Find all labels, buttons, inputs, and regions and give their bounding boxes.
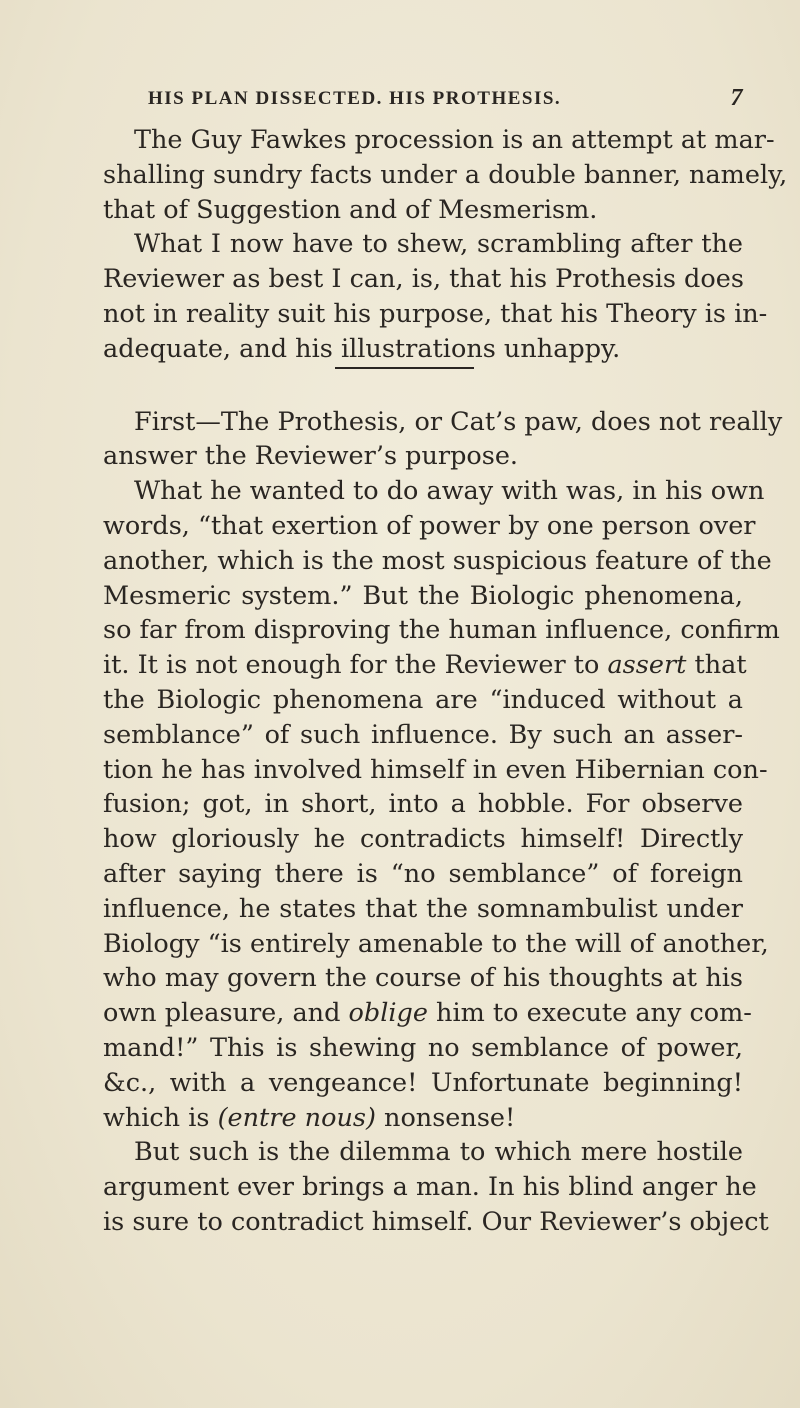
text-line: who may govern the course of his thoughts at his (103, 963, 743, 994)
paragraph (103, 123, 788, 227)
text-line: words, “that exertion of power by one person over (103, 510, 756, 541)
text-line: so far from disproving the human influence, confirm (103, 615, 780, 646)
section-divider (103, 367, 743, 405)
text-line: is sure to contradict himself. Our Reviewer’s object (103, 1206, 769, 1237)
text-line: Mesmeric system.” But the Biologic phenomena, (103, 580, 743, 611)
text-block-before-rule (103, 123, 788, 367)
text-line: how gloriously he contradicts himself! Directly (103, 824, 743, 855)
running-title: HIS PLAN DISSECTED. HIS PROTHESIS. (148, 88, 562, 109)
text-line: after saying there is “no semblance” of foreign (103, 858, 743, 889)
text-line: fusion; got, in short, into a hobble. For observe (103, 789, 743, 820)
text-line: First—The Prothesis, or Cat’s paw, does not really (134, 406, 783, 437)
running-header (110, 85, 744, 118)
text-line: What I now have to shew, scrambling after the (134, 229, 743, 260)
text-line: not in reality suit his purpose, that his Theory is in- (103, 298, 768, 329)
text-line: the Biologic phenomena are “induced without a (103, 684, 743, 715)
text-line: What he wanted to do away with was, in his own (134, 476, 765, 507)
text-block-after-rule (103, 405, 783, 1240)
text-line: it. It is not enough for the Reviewer to assert that (103, 650, 747, 681)
text-line: which is (entre nous) nonsense! (103, 1102, 516, 1133)
text-line: another, which is the most suspicious feature of the (103, 545, 772, 576)
paragraph (103, 227, 768, 366)
text-line: own pleasure, and oblige him to execute any com- (103, 998, 752, 1029)
text-line: The Guy Fawkes procession is an attempt at mar- (134, 125, 775, 155)
text-line: argument ever brings a man. In his blind anger he (103, 1172, 757, 1203)
text-line: influence, he states that the somnambulist under (103, 893, 743, 924)
paragraph (103, 405, 783, 475)
paragraph (103, 474, 780, 1135)
text-line: &c., with a vengeance! Unfortunate beginning! (103, 1067, 743, 1098)
text-line: Biology “is entirely amenable to the will of another, (103, 928, 769, 959)
text-line: tion he has involved himself in even Hibernian con- (103, 754, 768, 785)
text-line: adequate, and his illustrations unhappy. (103, 333, 621, 364)
text-line: that of Suggestion and of Mesmerism. (103, 194, 598, 225)
text-line: shalling sundry facts under a double banner, namely, (103, 159, 788, 190)
text-line: Reviewer as best I can, is, that his Prothesis does (103, 264, 744, 295)
page-number: 7 (730, 85, 744, 111)
horizontal-rule (335, 367, 474, 369)
paragraph (103, 1135, 769, 1239)
body-text (103, 123, 788, 1240)
text-line: answer the Reviewer’s purpose. (103, 441, 519, 472)
text-line: But such is the dilemma to which mere hostile (134, 1137, 743, 1168)
text-line: mand!” This is shewing no semblance of power, (103, 1032, 743, 1063)
text-line: semblance” of such influence. By such an asser- (103, 719, 743, 750)
